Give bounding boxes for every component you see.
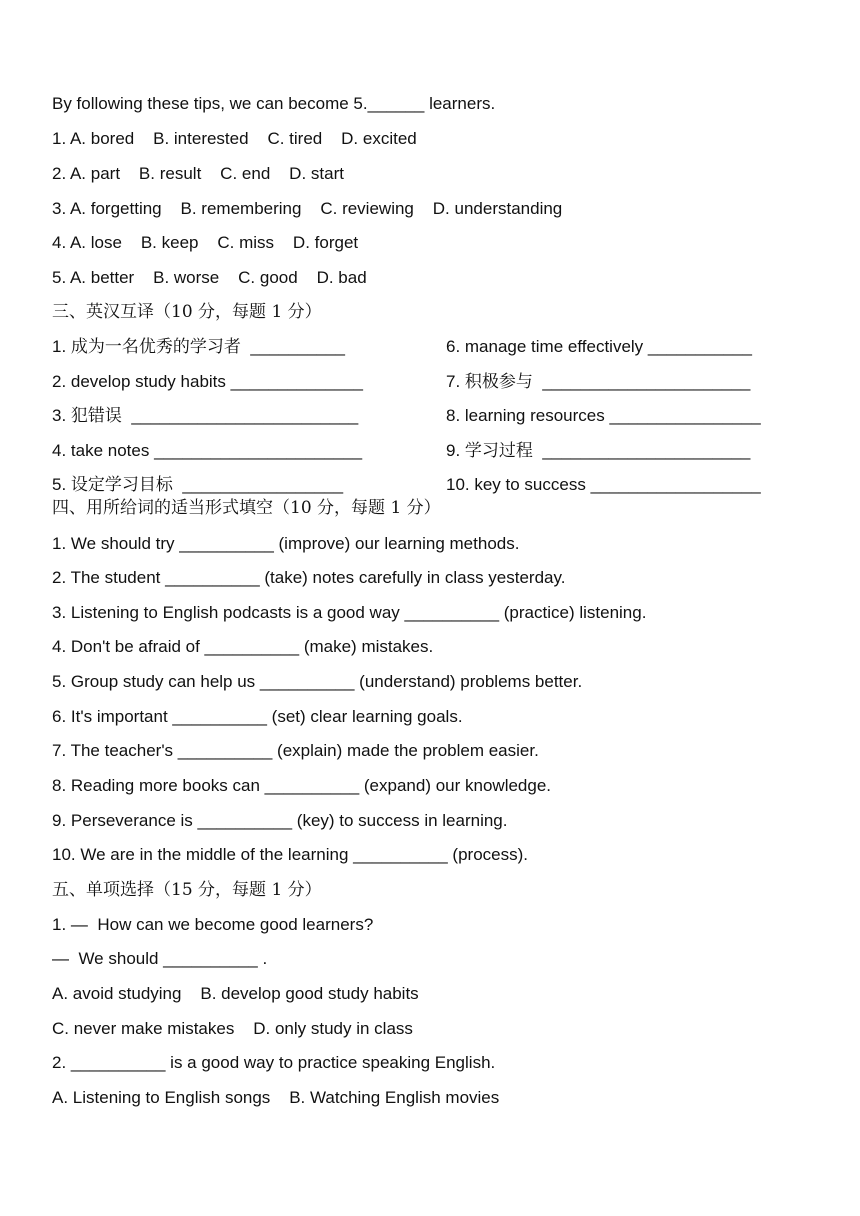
fill-in-item-7: 7. The teacher's __________ (explain) made the problem easier. [52, 741, 539, 760]
cloze-option-2: 2. A. part B. result C. end D. start [52, 164, 344, 183]
fill-in-item-5: 5. Group study can help us __________ (understand) problems better. [52, 672, 583, 691]
section-4-heading: 四、用所给词的适当形式填空（10 分，每题 1 分） [52, 498, 441, 518]
cloze-closing-sentence: By following these tips, we can become 5.______ learners. [52, 94, 496, 113]
choice-question-1-options-ab: A. avoid studying B. develop good study habits [52, 984, 419, 1003]
translation-item-5: 5. 设定学习目标 _________________ [52, 475, 344, 494]
translation-item-4: 4. take notes ______________________ [52, 441, 363, 460]
fill-in-item-9: 9. Perseverance is __________ (key) to success in learning. [52, 811, 508, 830]
fill-in-item-6: 6. It's important __________ (set) clear learning goals. [52, 707, 463, 726]
section-3-heading: 三、英汉互译（10 分，每题 1 分） [52, 302, 322, 322]
choice-question-2: 2. __________ is a good way to practice speaking English. [52, 1053, 496, 1072]
fill-in-item-10: 10. We are in the middle of the learning __________ (process). [52, 845, 528, 864]
cloze-option-5: 5. A. better B. worse C. good D. bad [52, 268, 367, 287]
translation-item-8: 8. learning resources ________________ [446, 406, 761, 425]
cloze-option-1: 1. A. bored B. interested C. tired D. excited [52, 129, 417, 148]
cloze-option-3: 3. A. forgetting B. remembering C. reviewing D. understanding [52, 199, 563, 218]
choice-question-1-reply: — We should __________ . [52, 949, 268, 968]
translation-item-10: 10. key to success __________________ [446, 475, 761, 494]
choice-question-2-options-ab: A. Listening to English songs B. Watching English movies [52, 1088, 500, 1107]
translation-item-1: 1. 成为一名优秀的学习者 __________ [52, 337, 345, 356]
fill-in-item-1: 1. We should try __________ (improve) our learning methods. [52, 534, 520, 553]
fill-in-item-4: 4. Don't be afraid of __________ (make) mistakes. [52, 637, 434, 656]
choice-question-1-options-cd: C. never make mistakes D. only study in class [52, 1019, 413, 1038]
translation-item-9: 9. 学习过程 ______________________ [446, 441, 751, 460]
translation-item-6: 6. manage time effectively ___________ [446, 337, 752, 356]
fill-in-item-2: 2. The student __________ (take) notes carefully in class yesterday. [52, 568, 566, 587]
section-5-heading: 五、单项选择（15 分，每题 1 分） [52, 880, 322, 900]
translation-item-7: 7. 积极参与 ______________________ [446, 372, 751, 391]
fill-in-item-8: 8. Reading more books can __________ (expand) our knowledge. [52, 776, 552, 795]
fill-in-item-3: 3. Listening to English podcasts is a good way __________ (practice) listening. [52, 603, 647, 622]
choice-question-1: 1. — How can we become good learners? [52, 915, 374, 934]
translation-item-3: 3. 犯错误 ________________________ [52, 406, 359, 425]
translation-item-2: 2. develop study habits ______________ [52, 372, 363, 391]
cloze-option-4: 4. A. lose B. keep C. miss D. forget [52, 233, 359, 252]
